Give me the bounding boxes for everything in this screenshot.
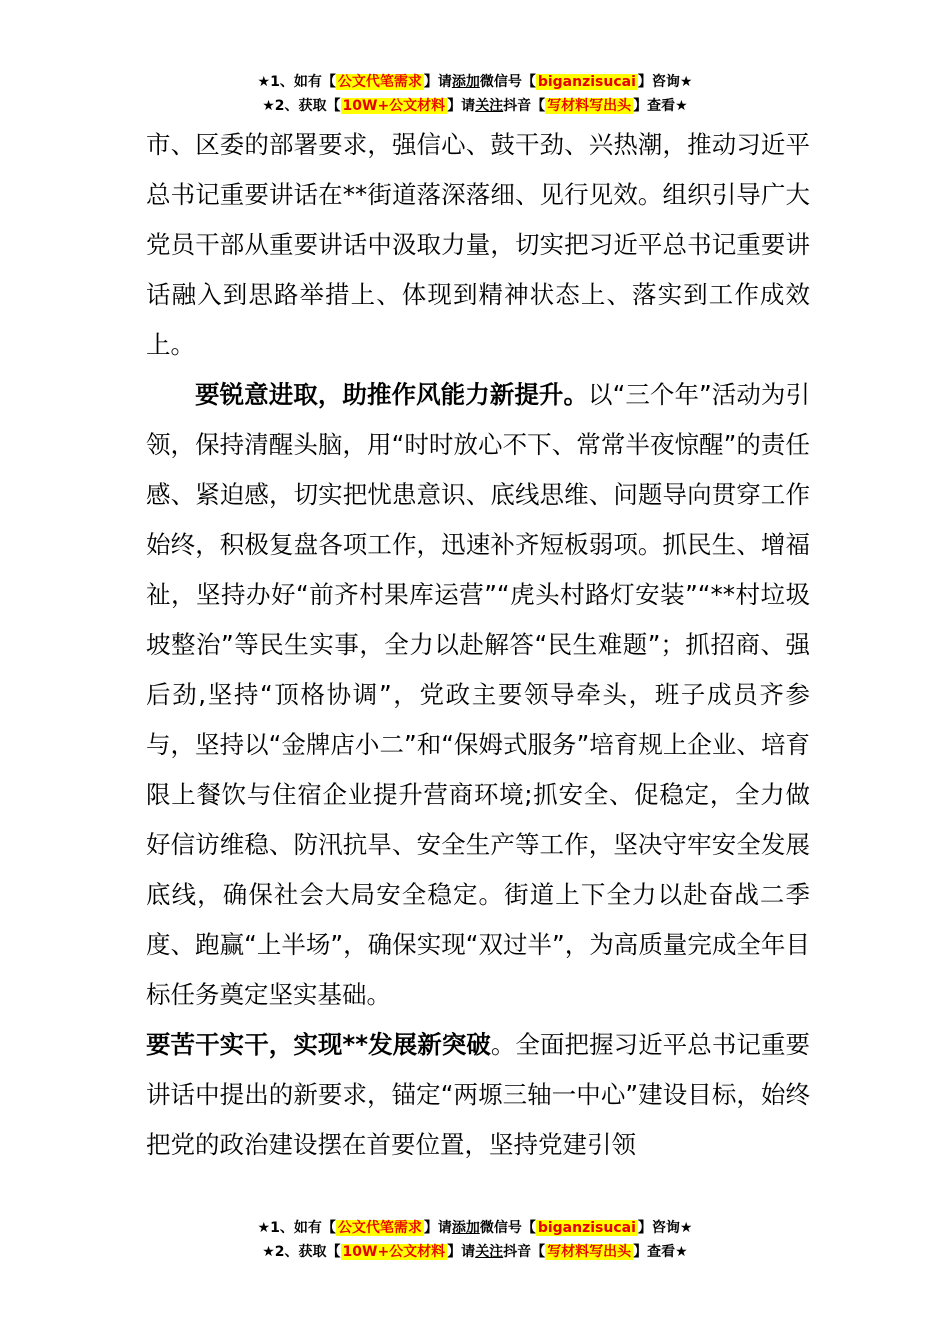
banner-line-2 bbox=[0, 94, 950, 118]
paragraph-2 bbox=[146, 370, 810, 1020]
banner-highlight: 公文代笔需求 bbox=[337, 1220, 422, 1236]
banner-highlight: biganzisucai bbox=[537, 74, 636, 90]
paragraph-1 bbox=[146, 120, 810, 370]
banner-line-2 bbox=[0, 1240, 950, 1264]
banner-text: 抖音【 bbox=[503, 1244, 546, 1260]
paragraph-heading: 要锐意进取，助推作风能力新提升。 bbox=[195, 380, 589, 409]
banner-text: ★2、获取【 bbox=[262, 1244, 341, 1260]
banner-text: 抖音【 bbox=[503, 98, 546, 114]
banner-text: 微信号【 bbox=[479, 1220, 536, 1236]
banner-underline: 关注 bbox=[475, 98, 504, 114]
paragraph-text: 。全面把握习近平总书记重要讲话中提出的新要求，锚定“两塬三轴一中心”建设目标，始终把党的政治建设摆在首要位置，坚持党建引领 bbox=[146, 1030, 811, 1159]
banner-text: 】请 bbox=[447, 1244, 476, 1260]
banner-text: ★1、如有【 bbox=[257, 74, 336, 90]
banner-text: ★1、如有【 bbox=[257, 1220, 336, 1236]
paragraph-text: 市、区委的部署要求，强信心、鼓干劲、兴热潮，推动习近平总书记重要讲话在**街道落深落细、见行见效。组织引导广大党员干部从重要讲话中汲取力量，切实把习近平总书记重要讲话融入到思路举措上、体现到精神状态上、落实到工作成效上。 bbox=[146, 130, 810, 359]
banner-highlight: 写材料写出头 bbox=[547, 1244, 632, 1260]
banner-text: 】查看★ bbox=[633, 1244, 688, 1260]
paragraph-3 bbox=[146, 1020, 810, 1170]
banner-text: ★2、获取【 bbox=[262, 98, 341, 114]
banner-highlight: 公文代笔需求 bbox=[337, 74, 422, 90]
banner-line-1 bbox=[0, 1216, 950, 1240]
banner-text: 微信号【 bbox=[479, 74, 536, 90]
document-body bbox=[146, 120, 810, 1170]
banner-text: 】咨询★ bbox=[637, 74, 693, 90]
banner-text: 】请 bbox=[423, 1220, 452, 1236]
banner-line-1 bbox=[0, 70, 950, 94]
banner-highlight: biganzisucai bbox=[537, 1220, 636, 1236]
banner-underline: 关注 bbox=[475, 1244, 504, 1260]
banner-underline: 添加 bbox=[451, 74, 480, 90]
header-banner bbox=[0, 70, 950, 118]
footer-banner bbox=[0, 1216, 950, 1264]
banner-highlight: 10W+公文材料 bbox=[342, 98, 446, 114]
banner-highlight: 10W+公文材料 bbox=[342, 1244, 446, 1260]
banner-underline: 添加 bbox=[451, 1220, 480, 1236]
paragraph-text: 以“三个年”活动为引领，保持清醒头脑，用“时时放心不下、常常半夜惊醒”的责任感、紧迫感，切实把忧患意识、底线思维、问题导向贯穿工作始终，积极复盘各项工作，迅速补齐短板弱项。抓民生、增福祉，坚持办好“前齐村果库运营”“虎头村路灯安装”“**村垃圾坡整治”等民生实事，全力以赴解答“民生难题”；抓招商、强后劲,坚持“顶格协调”，党政主要领导牵头，班子成员齐参与，坚持以“金牌店小二”和“保姆式服务”培育规上企业、培育限上餐饮与住宿企业提升营商环境;抓安全、促稳定，全力做好信访维稳、防汛抗旱、安全生产等工作，坚决守牢安全发展底线，确保社会大局安全稳定。街道上下全力以赴奋战二季度、跑赢“上半场”，确保实现“双过半”，为高质量完成全年目标任务奠定坚实基础。 bbox=[146, 380, 810, 1009]
banner-text: 】请 bbox=[423, 74, 452, 90]
banner-text: 】咨询★ bbox=[637, 1220, 693, 1236]
banner-highlight: 写材料写出头 bbox=[547, 98, 632, 114]
banner-text: 】查看★ bbox=[633, 98, 688, 114]
banner-text: 】请 bbox=[447, 98, 476, 114]
paragraph-heading: 要苦干实干，实现**发展新突破 bbox=[146, 1030, 491, 1059]
